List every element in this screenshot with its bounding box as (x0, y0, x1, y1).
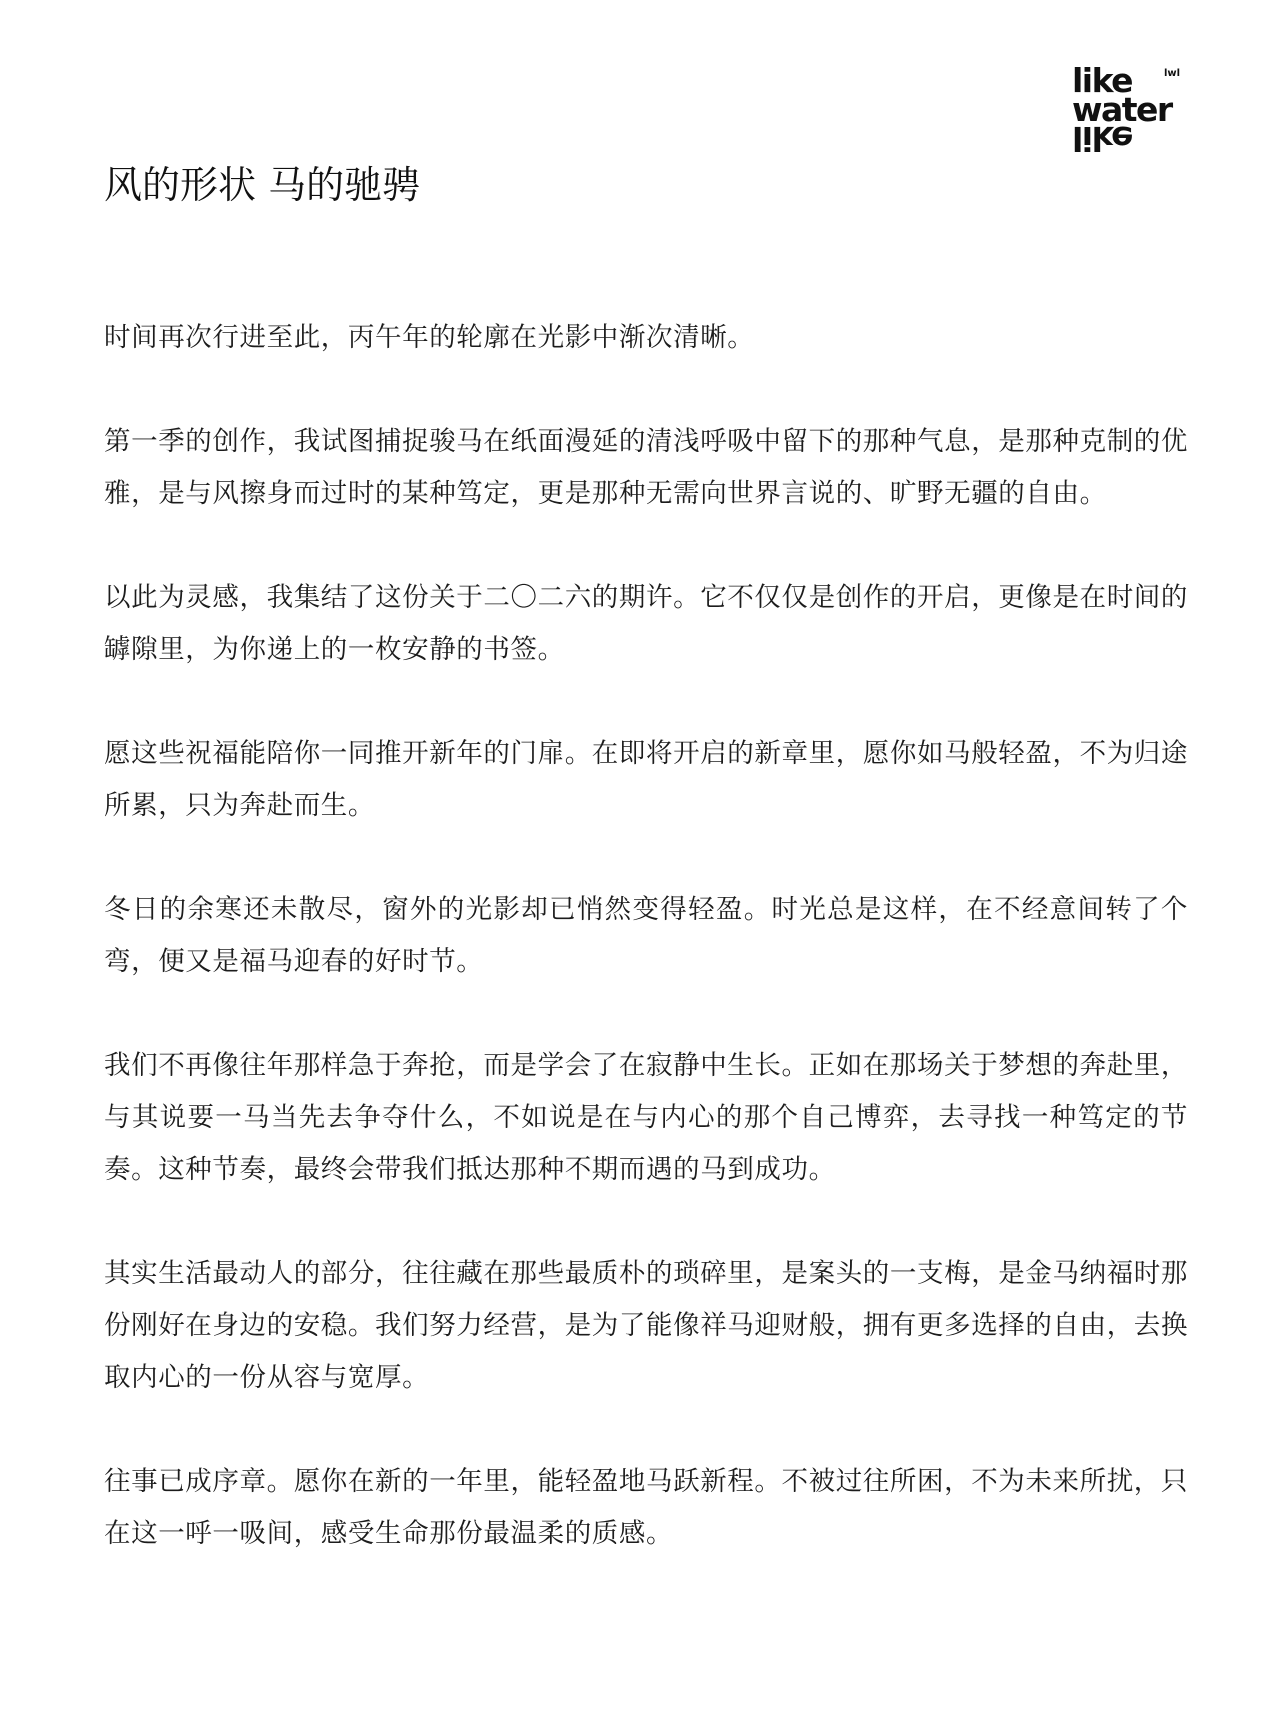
paragraph: 以此为灵感，我集结了这份关于二〇二六的期许。它不仅仅是创作的开启，更像是在时间的罅隙里，为你递上的一枚安静的书签。 (104, 582, 1188, 665)
paragraph: 我们不再像往年那样急于奔抢，而是学会了在寂静中生长。正如在那场关于梦想的奔赴里，与其说要一马当先去争夺什么，不如说是在与内心的那个自己博弈，去寻找一种笃定的节奏。这种节奏，最终会带我们抵达那种不期而遇的马到成功。 (104, 1050, 1188, 1185)
logo-word-like: like (1072, 61, 1133, 100)
paragraph: 愿这些祝福能陪你一同推开新年的门扉。在即将开启的新章里，愿你如马般轻盈，不为归途所累，只为奔赴而生。 (104, 738, 1188, 821)
article-body (104, 312, 1188, 1612)
paragraph: 往事已成序章。愿你在新的一年里，能轻盈地马跃新程。不被过往所困，不为未来所扰，只在这一呼一吸间，感受生命那份最温柔的质感。 (104, 1466, 1188, 1549)
logo-word-water: water (1072, 90, 1172, 129)
paragraph: 时间再次行进至此，丙午年的轮廓在光影中渐次清晰。 (104, 322, 755, 353)
logo-mark: lwl (1164, 68, 1181, 79)
paragraph: 第一季的创作，我试图捕捉骏马在纸面漫延的清浅呼吸中留下的那种气息，是那种克制的优雅，是与风擦身而过时的某种笃定，更是那种无需向世界言说的、旷野无疆的自由。 (104, 426, 1188, 509)
paragraph: 冬日的余寒还未散尽，窗外的光影却已悄然变得轻盈。时光总是这样，在不经意间转了个弯，便又是福马迎春的好时节。 (104, 894, 1188, 977)
logo-word-like-flipped: like (1072, 119, 1133, 158)
brand-logo (1072, 61, 1192, 166)
paragraph: 其实生活最动人的部分，往往藏在那些最质朴的琐碎里，是案头的一支梅，是金马纳福时那份刚好在身边的安稳。我们努力经营，是为了能像祥马迎财般，拥有更多选择的自由，去换取内心的一份从容与宽厚。 (104, 1258, 1188, 1393)
page-title: 风的形状 马的驰骋 (104, 163, 421, 207)
